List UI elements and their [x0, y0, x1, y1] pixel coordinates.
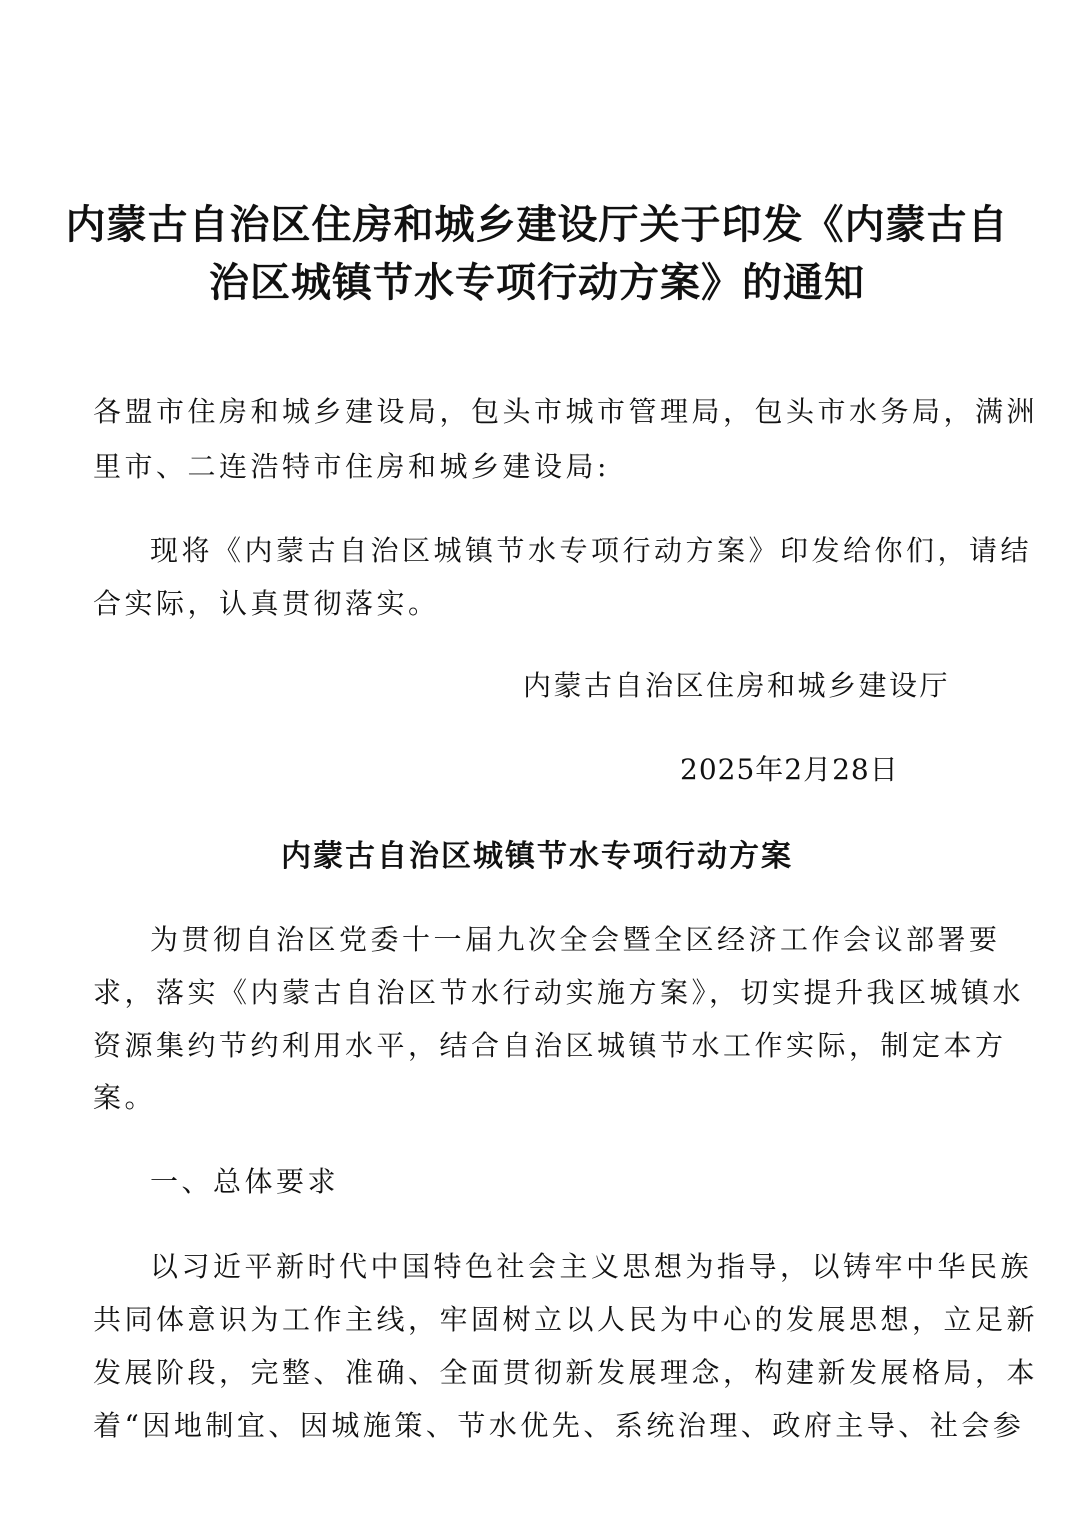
section-1-line-4: 着“因地制宜、因城施策、节水优先、系统治理、政府主导、社会参	[93, 1409, 1025, 1442]
notice-body-line-2: 合实际，认真贯彻落实。	[93, 587, 440, 620]
section-1-heading: 一、总体要求	[150, 1165, 340, 1198]
issue-date: 2025年2月28日	[680, 753, 899, 786]
plan-title: 内蒙古自治区城镇节水专项行动方案	[281, 839, 793, 874]
plan-intro-line-3: 资源集约节约利用水平，结合自治区城镇节水工作实际，制定本方	[93, 1029, 1007, 1062]
notice-title	[60, 196, 1014, 312]
notice-title-line-2: 治区城镇节水专项行动方案》的通知	[209, 259, 865, 306]
addressee-line-1: 各盟市住房和城乡建设局，包头市城市管理局，包头市水务局，满洲	[93, 395, 1039, 428]
section-1-line-1: 以习近平新时代中国特色社会主义思想为指导，以铸牢中华民族	[150, 1250, 1033, 1283]
addressee-line-2: 里市、二连浩特市住房和城乡建设局:	[93, 450, 610, 483]
plan-intro-line-2: 求，落实《内蒙古自治区节水行动实施方案》，切实提升我区城镇水	[93, 976, 1025, 1009]
plan-intro-line-1: 为贯彻自治区党委十一届九次全会暨全区经济工作会议部署要	[150, 923, 1001, 956]
notice-title-line-1: 内蒙古自治区住房和城乡建设厅关于印发《内蒙古自	[65, 201, 1009, 248]
signature: 内蒙古自治区住房和城乡建设厅	[523, 669, 951, 702]
section-1-line-3: 发展阶段，完整、准确、全面贯彻新发展理念，构建新发展格局，本	[93, 1356, 1039, 1389]
section-1-line-2: 共同体意识为工作主线，牢固树立以人民为中心的发展思想，立足新	[93, 1303, 1039, 1336]
plan-intro-line-4: 案。	[93, 1081, 157, 1114]
notice-body-line-1: 现将《内蒙古自治区城镇节水专项行动方案》印发给你们，请结	[150, 534, 1033, 567]
